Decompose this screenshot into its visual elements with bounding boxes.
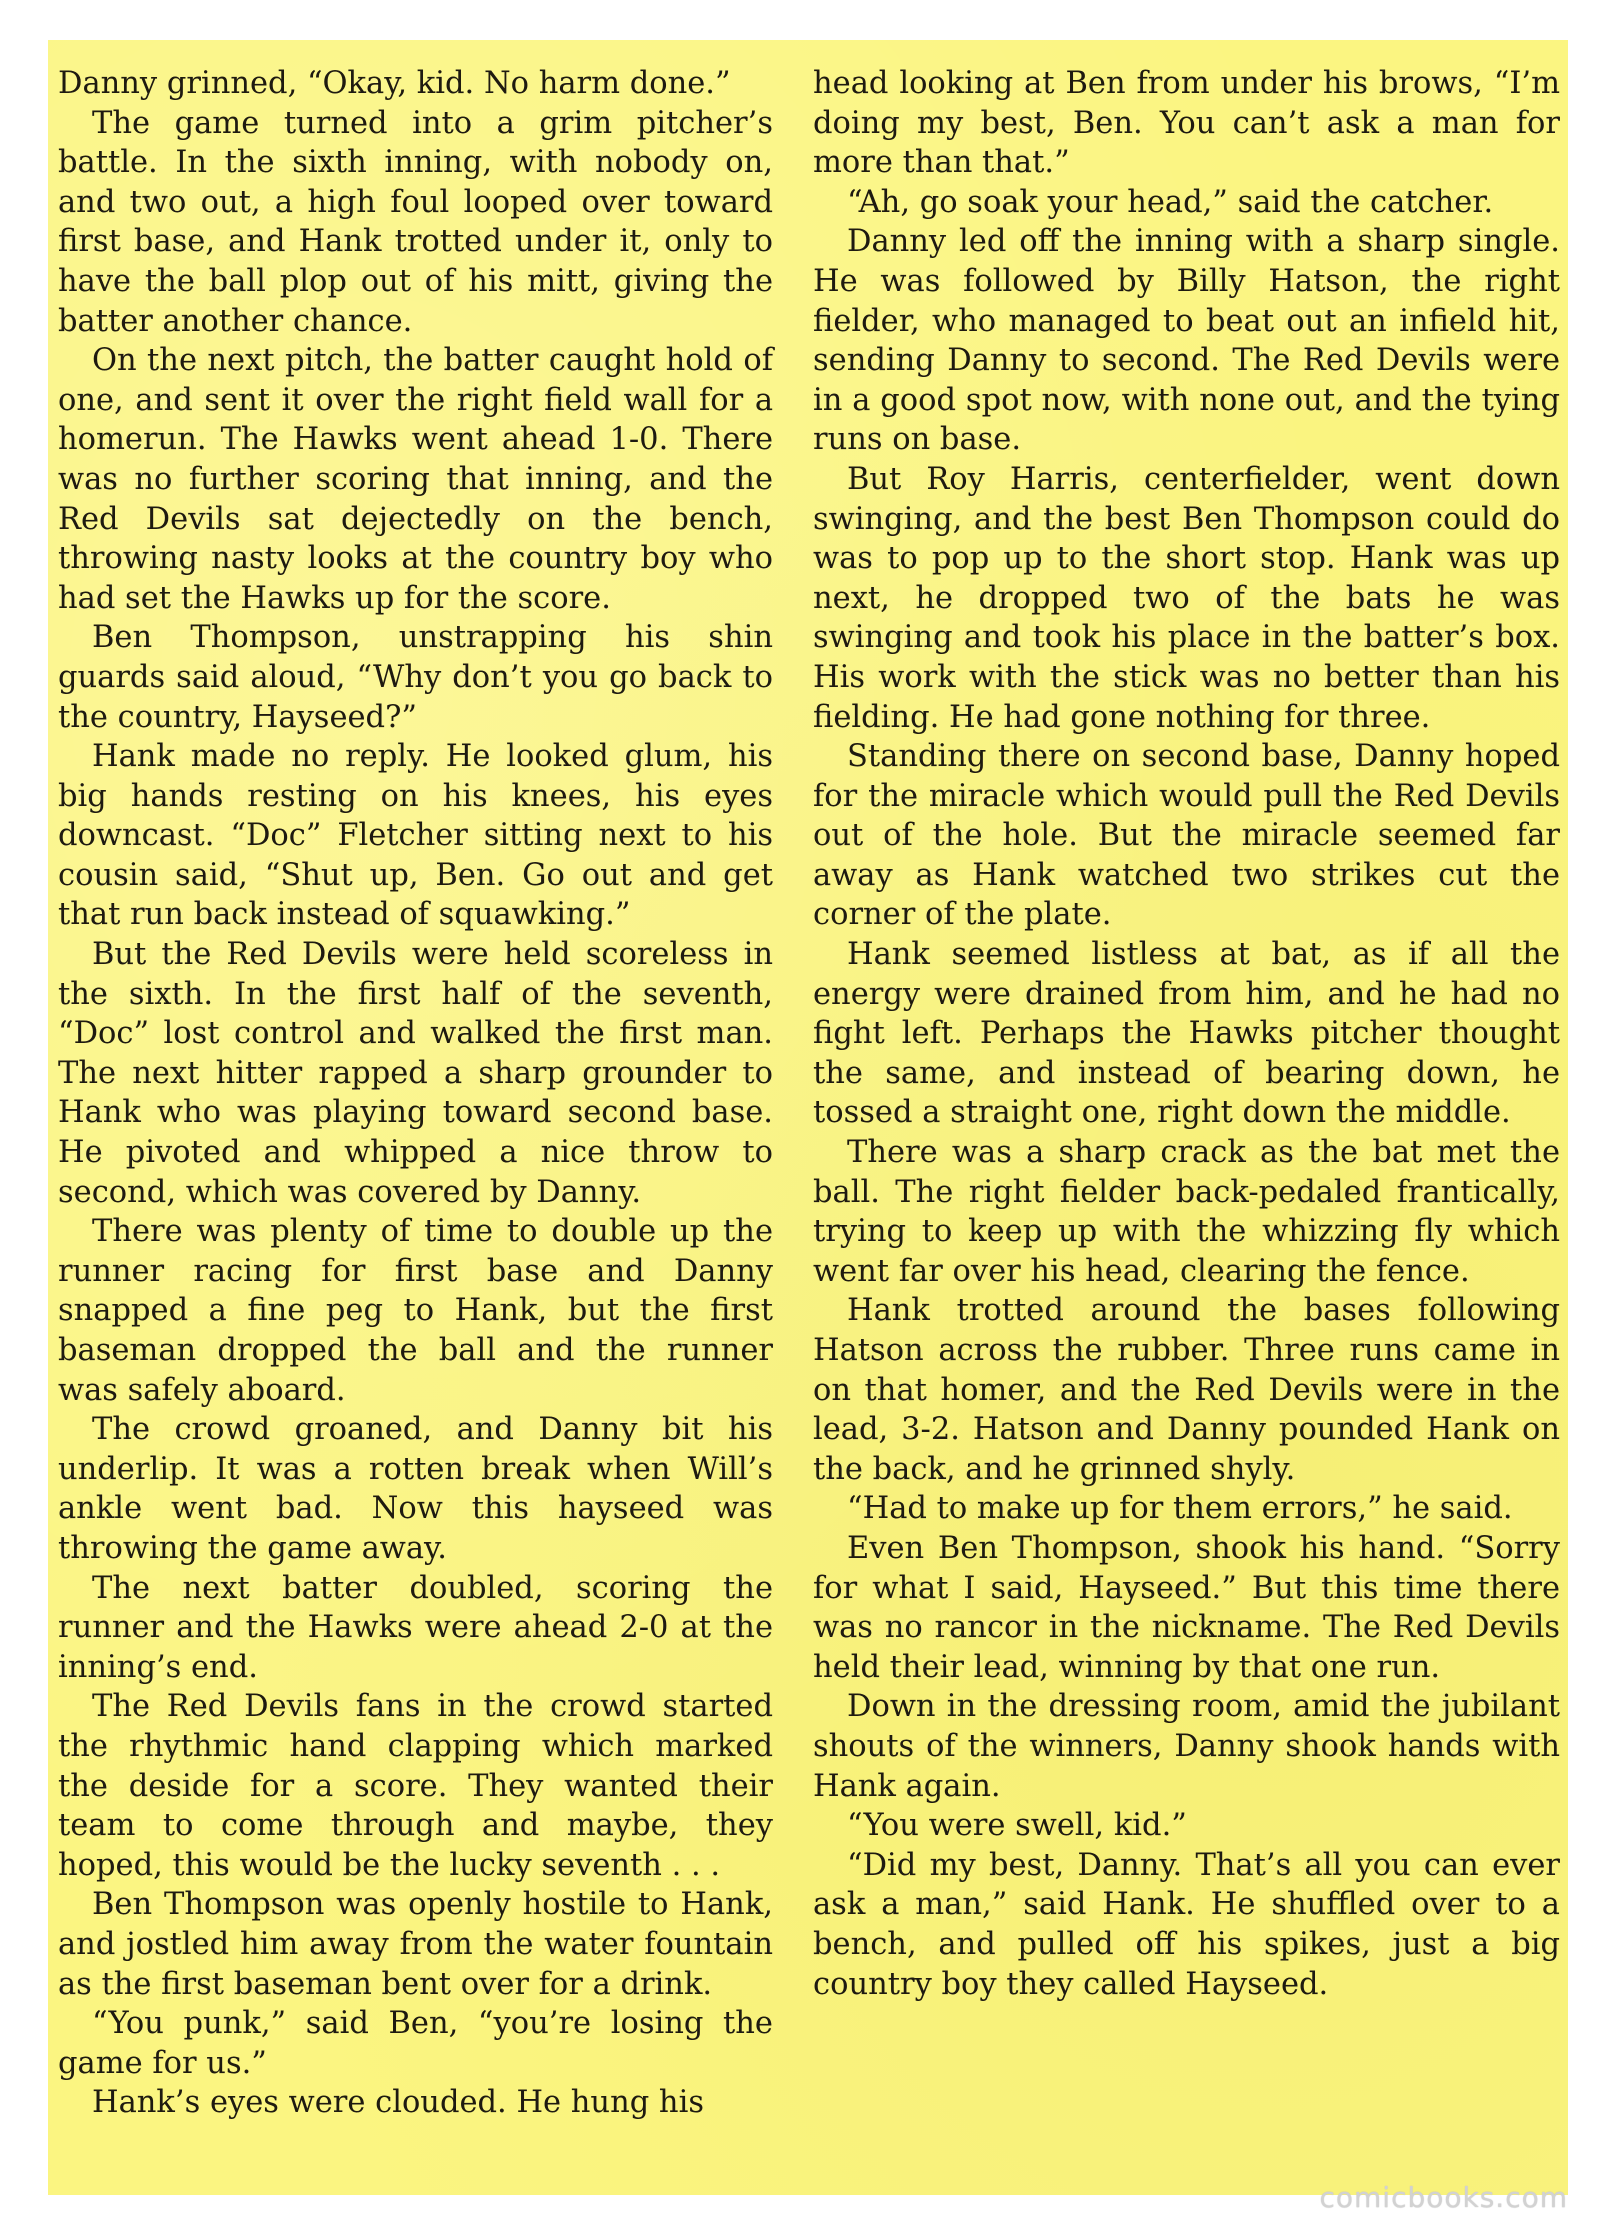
right-text-column: [813, 64, 1560, 2174]
story-paragraph: Standing there on second base, Danny hoped for the miracle which would pull the Red Devils out of the hole. But the miracle seemed far away as Hank watched two strikes cut the corner of the plate.: [813, 739, 1560, 933]
site-watermark: comicbooks.com: [1319, 2181, 1568, 2214]
story-paragraph: Danny led off the inning with a sharp single. He was followed by Billy Hatson, the right fielder, who managed to beat out an infield hit, sending Danny to second. The Red Devils were in a good spot now, with none out, and the tying runs on base.: [813, 224, 1560, 458]
story-paragraph: The crowd groaned, and Danny bit his underlip. It was a rotten break when Will’s ankle went bad. Now this hayseed was throwing the game away.: [58, 1412, 773, 1566]
story-paragraph: There was a sharp crack as the bat met the ball. The right fielder back-pedaled frantically, trying to keep up with the whizzing fly which went far over his head, clearing the fence.: [813, 1135, 1560, 1289]
story-paragraph: Ben Thompson, unstrapping his shin guards said aloud, “Why don’t you go back to the country, Hayseed?”: [58, 620, 773, 735]
story-paragraph: On the next pitch, the batter caught hold of one, and sent it over the right field wall for a homerun. The Hawks went ahead 1-0. There was no further scoring that inning, and the Red Devils sat dejectedly on the bench, throwing nasty looks at the country boy who had set the Hawks up for the score.: [58, 343, 773, 616]
story-paragraph: But Roy Harris, centerfielder, went down swinging, and the best Ben Thompson could do was to pop up to the short stop. Hank was up next, he dropped two of the bats he was swinging and took his place in the batter’s box. His work with the stick was no better than his fielding. He had gone nothing for three.: [813, 461, 1560, 735]
story-paragraph: head looking at Ben from under his brows, “I’m doing my best, Ben. You can’t ask a man for more than that.”: [813, 66, 1560, 181]
story-paragraph: Down in the dressing room, amid the jubilant shouts of the winners, Danny shook hands with Hank again.: [813, 1689, 1560, 1804]
story-paragraph: Hank trotted around the bases following Hatson across the rubber. Three runs came in on that homer, and the Red Devils were in the lead, 3-2. Hatson and Danny pounded Hank on the back, and he grinned shyly.: [813, 1293, 1560, 1487]
story-paragraph: “You were swell, kid.”: [847, 1808, 1187, 1844]
story-paragraph: “Had to make up for them errors,” he said.: [847, 1491, 1513, 1527]
story-paragraph: But the Red Devils were held scoreless in the sixth. In the first half of the seventh, “Doc” lost control and walked the first man. The next hitter rapped a sharp grounder to Hank who was playing toward second base. He pivoted and whipped a nice throw to second, which was covered by Danny.: [58, 937, 773, 1210]
story-paragraph: The next batter doubled, scoring the runner and the Hawks were ahead 2-0 at the inning’s end.: [58, 1570, 773, 1685]
story-paragraph: Even Ben Thompson, shook his hand. “Sorry for what I said, Hayseed.” But this time there was no rancor in the nickname. The Red Devils held their lead, winning by that one run.: [813, 1530, 1560, 1685]
story-paragraph: There was plenty of time to double up the runner racing for first base and Danny snapped a fine peg to Hank, but the first baseman dropped the ball and the runner was safely aboard.: [58, 1214, 773, 1408]
story-paragraph: “Ah, go soak your head,” said the catcher.: [847, 184, 1494, 220]
story-paragraph: “Did my best, Danny. That’s all you can ever ask a man,” said Hank. He shuffled over to a bench, and pulled off his spikes, just a big country boy they called Hayseed.: [813, 1847, 1560, 2002]
story-paragraph: Hank seemed listless at bat, as if all the energy were drained from him, and he had no fight left. Perhaps the Hawks pitcher thought the same, and instead of bearing down, he tossed a straight one, right down the middle.: [813, 937, 1560, 1131]
story-paragraph: The Red Devils fans in the crowd started the rhythmic hand clapping which marked the deside for a score. They wanted their team to come through and maybe, they hoped, this would be the lucky seventh . . .: [58, 1689, 773, 1883]
story-page: [48, 40, 1568, 2195]
left-text-column: [58, 64, 773, 2174]
story-paragraph: Hank’s eyes were clouded. He hung his: [92, 2085, 704, 2121]
story-paragraph: Ben Thompson was openly hostile to Hank, and jostled him away from the water fountain as the first baseman bent over for a drink.: [58, 1887, 773, 2002]
story-paragraph: Danny grinned, “Okay, kid. No harm done.”: [58, 66, 731, 101]
story-paragraph: The game turned into a grim pitcher’s battle. In the sixth inning, with nobody on, and two out, a high foul looped over toward first base, and Hank trotted under it, only to have the ball plop out of his mitt, giving the batter another chance.: [58, 105, 773, 339]
story-paragraph: Hank made no reply. He looked glum, his big hands resting on his knees, his eyes downcast. “Doc” Fletcher sitting next to his cousin said, “Shut up, Ben. Go out and get that run back instead of squawking.”: [58, 739, 773, 933]
story-paragraph: “You punk,” said Ben, “you’re losing the game for us.”: [58, 2006, 773, 2081]
